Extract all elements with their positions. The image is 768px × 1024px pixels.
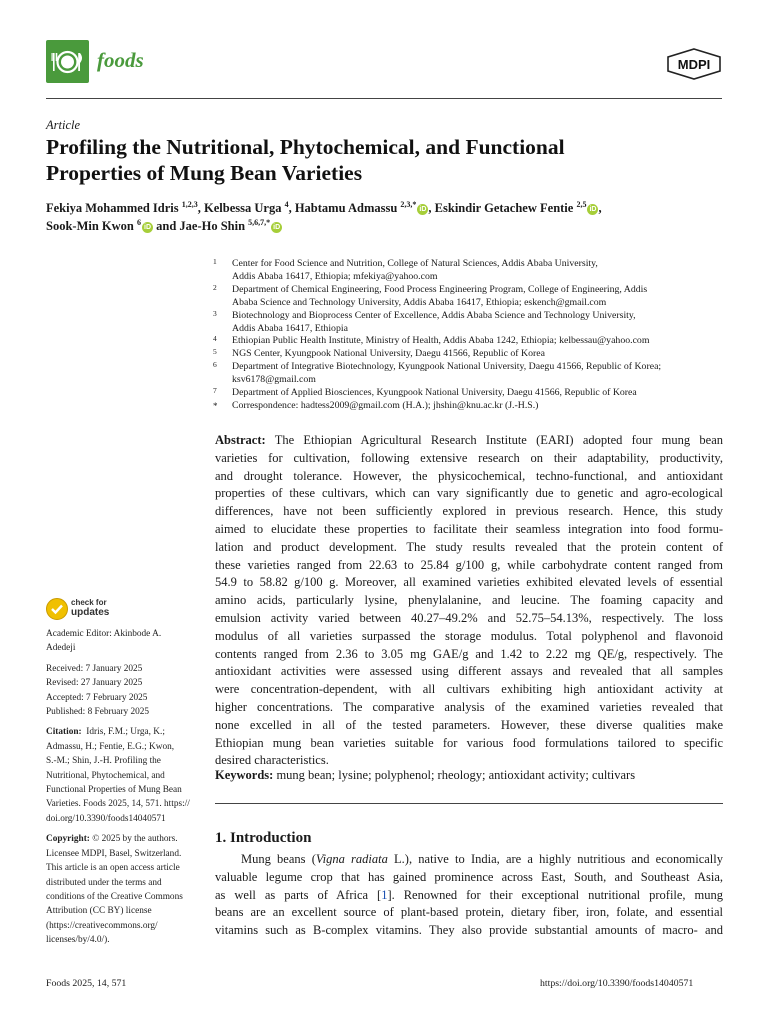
affiliation-number: 3 <box>213 308 217 318</box>
abstract-line <box>215 432 723 450</box>
license-link[interactable]: (https://creativecommons.org/ <box>46 920 158 931</box>
intro-line: valuable legume crop that has gained prominence across East, South, and Southeast Asia, <box>215 869 723 884</box>
author-affiliation-sup: 1,2,3 <box>181 199 198 209</box>
intro-line: vitamins such as B-complex vitamins. They also provide substantial amounts of macro- and <box>215 923 723 938</box>
affiliation-line: Addis Ababa 16417, Ethiopia; mfekiya@yahoo.com <box>232 270 438 282</box>
citation-link[interactable]: 1 <box>381 887 388 902</box>
abstract-line: lation and product development. The study results revealed that the protein content of <box>215 539 723 554</box>
copyright-line: This article is an open access article <box>46 863 180 874</box>
author-affiliation-sup: 5,6,7,* <box>248 217 271 227</box>
affiliation-line: Department of Applied Biosciences, Kyungpook National University, Daegu 41566, Republic of Korea <box>232 387 637 399</box>
affiliation-number: 6 <box>213 360 217 370</box>
affiliation-item <box>213 361 723 387</box>
affiliation-line: Ababa Science and Technology University, Addis Ababa 16417, Ethiopia; eskench@gmail.com <box>232 296 607 308</box>
affiliation-item <box>213 335 723 348</box>
abstract <box>215 432 723 770</box>
citation-line: Varieties. Foods 2025, 14, 571. https:// <box>46 799 190 810</box>
abstract-line: higher concentrations. The comparative analysis of the examined varieties revealed that <box>215 699 723 714</box>
affiliation-line: Department of Integrative Biotechnology, Kyungpook National University, Daegu 41566, Republic of Korea; <box>232 361 662 373</box>
citation-line: Citation: Idris, F.M.; Urga, K.; <box>46 727 165 738</box>
section-heading: 1. Introduction <box>215 830 312 846</box>
author-affiliation-sup: 6 <box>137 217 141 227</box>
citation-line: Nutritional, Phytochemical, and <box>46 770 165 781</box>
svg-text:MDPI: MDPI <box>677 57 711 72</box>
keywords <box>215 768 723 783</box>
copyright-label: Copyright: <box>46 834 90 845</box>
abstract-line: emulsion activity varied between 40.27–49.2% and 52.75–54.13%, respectively. The loss <box>215 610 723 625</box>
orcid-icon[interactable]: iD <box>419 206 427 213</box>
author-affiliation-sup: 2,5 <box>576 199 587 209</box>
citation-line: Admassu, H.; Fentie, E.G.; Kwon, <box>46 741 175 752</box>
author-affiliation-sup: 4 <box>284 199 289 209</box>
academic-editor: Academic Editor: Akinbode A. <box>46 629 162 639</box>
affiliation-item <box>213 400 723 413</box>
footer-doi-link[interactable]: https://doi.org/10.3390/foods14040571 <box>540 978 694 989</box>
article-type: Article <box>46 118 81 132</box>
affiliation-item <box>213 258 723 284</box>
affiliation-number: * <box>213 400 218 411</box>
journal-logo-icon <box>46 40 89 83</box>
affiliation-number: 4 <box>213 334 217 344</box>
affiliation-number: 5 <box>213 347 217 357</box>
affiliation-line: Biotechnology and Bioprocess Center of Excellence, Addis Ababa Science and Technology University, <box>232 309 636 321</box>
copyright-line: Attribution (CC BY) license <box>46 906 152 917</box>
abstract-label: Abstract: <box>215 433 266 447</box>
abstract-text: The Ethiopian Agricultural Research Institute (EARI) adopted four mung bean <box>274 433 723 447</box>
date-accepted: Accepted: 7 February 2025 <box>46 692 148 703</box>
intro-line: beans are an excellent source of plant-based protein, dietary fiber, iron, folate, and essential <box>215 905 723 920</box>
abstract-line: amino acids, particularly lysine, phenylalanine, and leucine. The foaming capacity and <box>215 593 723 608</box>
abstract-line: 54.9 to 58.82 g/100 g. Moreover, all examined varieties exhibited elevated levels of essential <box>215 575 723 590</box>
affiliation-item <box>213 284 723 310</box>
author-name[interactable]: Jae-Ho Shin <box>179 219 246 233</box>
author-list <box>46 199 722 235</box>
affiliations <box>213 258 723 413</box>
author-line <box>46 217 722 235</box>
abstract-line: modulus of all varieties surpassed the storage modulus. Total polyphenol and flavonoid <box>215 628 723 643</box>
abstract-line: aimed to elucidate these properties to facilitate their seamless integration into food formu- <box>215 521 723 536</box>
check-for-updates-button[interactable] <box>46 598 136 620</box>
abstract-line: antioxidant activities were assessed using different assays and revealed that all samples <box>215 664 723 679</box>
affiliation-item <box>213 310 723 336</box>
copyright-line: conditions of the Creative Commons <box>46 891 183 902</box>
citation-line: Functional Properties of Mung Bean <box>46 785 182 796</box>
title-line: Profiling the Nutritional, Phytochemical, and Functional <box>46 135 565 159</box>
author-name[interactable]: Fekiya Mohammed Idris <box>46 201 179 215</box>
affiliation-number: 7 <box>213 386 217 396</box>
affiliation-number: 1 <box>213 257 217 266</box>
affiliation-line: Addis Ababa 16417, Ethiopia <box>232 322 348 334</box>
abstract-line: these varieties ranged from 22.63 to 25.84 g/100 g, while carbohydrate content ranged from <box>215 557 723 572</box>
orcid-icon[interactable]: iD <box>144 224 151 231</box>
date-published: Published: 8 February 2025 <box>46 707 150 718</box>
abstract-line: varieties for cultivation, following extensive research on their adaptability, productivity, <box>215 450 723 465</box>
author-affiliation-sup: 2,3,* <box>400 199 417 209</box>
abstract-line: were concentration-dependent, with all cultivars exhibiting high antioxidant activity at <box>215 682 723 697</box>
author-name[interactable]: Kelbessa Urga <box>204 201 282 215</box>
license-link[interactable]: licenses/by/4.0/). <box>46 935 110 946</box>
citation-label: Citation: <box>46 727 82 738</box>
intro-line: as well as parts of Africa [1]. Renowned for their exceptional nutritional profile, mung <box>215 887 723 902</box>
author-line: Fekiya Mohammed Idris $^{1,2,3}$, Kelbessa Urga $^4$, Habtamu Admassu $^{2,3,*}$iD , Eskindir Getachew Fentie $^{2,5}$iD , <box>46 199 602 215</box>
copyright-line: Copyright: © 2025 by the authors. <box>46 834 178 845</box>
abstract-line: desired characteristics. <box>215 753 329 768</box>
affiliation-number: 2 <box>213 282 217 292</box>
affiliation-item <box>213 348 723 361</box>
intro-line: Mung beans (Vigna radiata L.), native to India, are a highly nutritious and economically <box>241 852 723 866</box>
author-name[interactable]: Sook-Min Kwon <box>46 219 134 233</box>
section-divider <box>215 803 723 804</box>
abstract-line: differences, have not been sufficiently explored in previous research. Hence, this study <box>215 504 723 519</box>
article-info-sidebar <box>46 627 206 948</box>
abstract-line: and drought tolerance. However, the physicochemical, techno-functional, and antioxidant <box>215 468 723 483</box>
author-name[interactable]: Habtamu Admassu <box>294 201 398 215</box>
affiliation-line: ksv6178@gmail.com <box>232 374 316 386</box>
introduction-text <box>215 851 723 940</box>
species-name: Vigna radiata <box>315 852 388 866</box>
keywords-text: mung bean; lysine; polyphenol; rheology; antioxidant activity; cultivars <box>276 768 636 782</box>
abstract-line: none excelled in all of the tested parameters. However, these diverse qualities make <box>215 717 723 732</box>
check-updates-icon <box>46 598 68 620</box>
citation-doi-link[interactable]: doi.org/10.3390/foods14040571 <box>46 813 166 824</box>
footer-citation: Foods 2025, 14, 571 <box>46 978 127 989</box>
article-title <box>46 134 722 186</box>
abstract-line: properties of these cultivars, which can vary significantly due to genetic and agro-ecological <box>215 486 723 501</box>
citation-line: S.-M.; Shin, J.-H. Profiling the <box>46 756 161 767</box>
affiliation-line: Department of Chemical Engineering, Food Process Engineering Program, College of Engineering, Addis <box>232 283 648 295</box>
affiliation-item <box>213 387 723 400</box>
orcid-icon[interactable]: iD <box>589 206 597 213</box>
copyright-line: Licensee MDPI, Basel, Switzerland. <box>46 848 182 859</box>
author-name[interactable]: Eskindir Getachew Fentie <box>434 201 574 215</box>
orcid-icon[interactable]: iD <box>273 224 281 231</box>
correspondence-line: Correspondence: hadtess2009@gmail.com (H.A.); jhshin@knu.ac.kr (J.-H.S.) <box>232 399 539 411</box>
date-received: Received: 7 January 2025 <box>46 663 143 674</box>
academic-editor: Adedeji <box>46 643 76 654</box>
copyright-line: distributed under the terms and <box>46 877 162 888</box>
abstract-line: contents ranged from 2.36 to 3.05 mg GAE/g and 1.42 to 2.22 mg QE/g, respectively. The <box>215 646 723 661</box>
title-line: Properties of Mung Bean Varieties <box>46 161 363 185</box>
affiliation-line: Ethiopian Public Health Institute, Ministry of Health, Addis Ababa 1242, Ethiopia; kelbessau@yahoo.com <box>232 335 650 347</box>
affiliation-line: Center for Food Science and Nutrition, College of Natural Sciences, Addis Ababa University, <box>232 258 598 269</box>
and-word: and <box>156 219 177 233</box>
check-updates-label: check for updates <box>71 598 110 618</box>
mdpi-logo-icon <box>666 48 722 80</box>
date-revised: Revised: 27 January 2025 <box>46 678 143 689</box>
header-divider <box>46 98 722 99</box>
keywords-label: Keywords: <box>215 768 274 782</box>
affiliation-line: NGS Center, Kyungpook National University, Daegu 41566, Republic of Korea <box>232 348 545 360</box>
abstract-line: Ethiopian mung bean varieties suitable for various food formulations tailored to specific <box>215 735 723 750</box>
journal-name: foods <box>97 48 144 72</box>
